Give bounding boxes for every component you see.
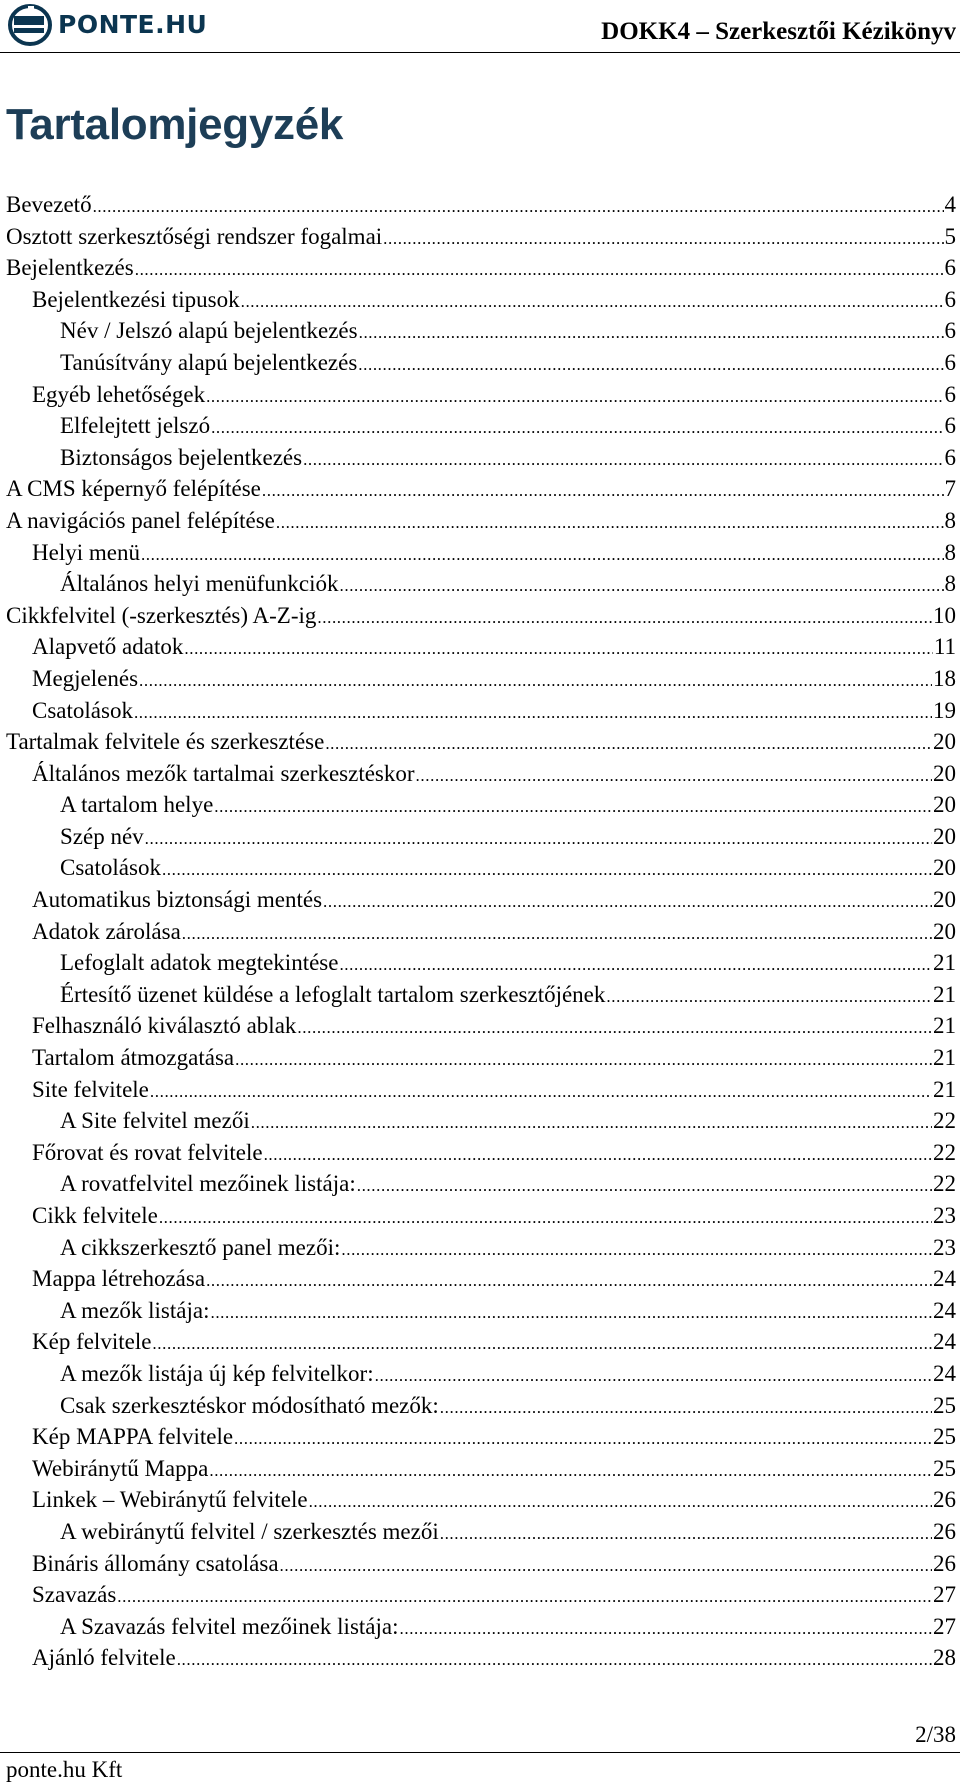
toc-entry-page: 21 (933, 950, 956, 976)
page-header (0, 0, 960, 53)
toc-dot-leader (145, 823, 932, 855)
toc-dot-leader (150, 1076, 932, 1108)
toc-dot-leader (375, 1360, 932, 1392)
toc-entry-title: A Site felvitel mezői (60, 1108, 250, 1134)
toc-dot-leader (276, 507, 944, 539)
toc-dot-leader (309, 1486, 932, 1518)
toc-entry[interactable] (6, 568, 956, 600)
toc-entry-title: A Szavazás felvitel mezőinek listája: (60, 1613, 399, 1639)
toc-entry-page: 25 (933, 1392, 956, 1418)
toc-entry[interactable] (6, 884, 956, 916)
toc-dot-leader (323, 886, 932, 918)
toc-entry[interactable] (6, 473, 956, 505)
toc-entry-page: 7 (944, 476, 956, 502)
toc-dot-leader (141, 539, 944, 571)
ponte-logo (8, 2, 208, 48)
toc-entry[interactable] (6, 695, 956, 727)
toc-entry-page: 22 (933, 1139, 956, 1165)
toc-entry-page: 20 (933, 918, 956, 944)
toc-entry-page: 6 (944, 255, 956, 281)
toc-entry[interactable] (6, 221, 956, 253)
toc-entry[interactable] (6, 979, 956, 1011)
toc-entry[interactable] (6, 821, 956, 853)
toc-dot-leader (93, 191, 944, 223)
toc-entry-title: Csatolások (60, 855, 161, 881)
toc-entry-title: A tartalom helye (60, 792, 214, 818)
toc-entry[interactable] (6, 1326, 956, 1358)
toc-entry[interactable] (6, 410, 956, 442)
toc-dot-leader (303, 444, 943, 476)
toc-entry-title: A mezők listája: (60, 1297, 210, 1323)
toc-entry[interactable] (6, 1453, 956, 1485)
toc-entry[interactable] (6, 442, 956, 474)
toc-entry-page: 21 (933, 981, 956, 1007)
toc-entry-title: Egyéb lehetőségek (32, 381, 206, 407)
toc-entry[interactable] (6, 1042, 956, 1074)
toc-dot-leader (182, 918, 932, 950)
toc-entry-page: 6 (944, 444, 956, 470)
toc-entry-page: 8 (944, 539, 956, 565)
toc-entry[interactable] (6, 947, 956, 979)
toc-entry[interactable] (6, 1642, 956, 1674)
toc-entry-title: Csatolások (32, 697, 133, 723)
toc-entry-page: 24 (933, 1329, 956, 1355)
toc-entry-page: 26 (933, 1550, 956, 1576)
toc-entry-page: 22 (933, 1108, 956, 1134)
toc-entry[interactable] (6, 347, 956, 379)
toc-entry-page: 22 (933, 1171, 956, 1197)
toc-entry-title: Site felvitele (32, 1076, 149, 1102)
toc-entry-title: A webiránytű felvitel / szerkesztés mezői (60, 1518, 439, 1544)
toc-dot-leader (211, 412, 943, 444)
toc-entry-title: Webiránytű Mappa (32, 1455, 209, 1481)
toc-entry-page: 24 (933, 1360, 956, 1386)
toc-dot-leader (214, 791, 932, 823)
toc-entry-title: Biztonságos bejelentkezés (60, 444, 303, 470)
toc-dot-leader (210, 1297, 932, 1329)
toc-entry-page: 23 (933, 1234, 956, 1260)
toc-entry-title: Cikk felvitele (32, 1203, 158, 1228)
toc-entry-title: A CMS képernyő felépítése (6, 476, 261, 502)
toc-dot-leader (139, 665, 932, 697)
toc-entry-title: Adatok zárolása (32, 918, 181, 944)
toc-dot-leader (341, 1234, 932, 1266)
toc-entry-title: Tanúsítvány alapú bejelentkezés (60, 349, 358, 375)
toc-entry-title: Helyi menü (32, 539, 140, 565)
toc-entry-page: 24 (933, 1297, 956, 1323)
toc-dot-leader (416, 760, 932, 792)
toc-entry[interactable] (6, 379, 956, 411)
toc-entry[interactable] (6, 1358, 956, 1390)
toc-entry-title: Csak szerkesztéskor módosítható mezők: (60, 1392, 439, 1418)
toc-dot-leader (152, 1328, 932, 1360)
toc-entry-page: 19 (933, 697, 956, 723)
toc-entry-page: 20 (933, 823, 956, 849)
toc-dot-leader (159, 1202, 932, 1234)
toc-entry-title: A rovatfelvitel mezőinek listája: (60, 1171, 356, 1197)
toc-dot-leader (117, 1581, 932, 1613)
toc-entry-page: 20 (933, 792, 956, 818)
toc-entry-page: 25 (933, 1424, 956, 1450)
toc-entry[interactable] (6, 726, 956, 758)
toc-entry[interactable] (6, 1200, 956, 1232)
toc-dot-leader (606, 981, 932, 1013)
toc-entry-page: 8 (944, 507, 956, 533)
toc-entry-title: Név / Jelszó alapú bejelentkezés (60, 318, 358, 344)
toc-entry-title: Ajánló felvitele (32, 1645, 176, 1671)
toc-entry[interactable] (6, 600, 956, 632)
toc-dot-leader (440, 1392, 932, 1424)
toc-entry-title: Szép név (60, 823, 144, 849)
toc-entry-title: Bejelentkezési tipusok (32, 286, 240, 312)
toc-entry[interactable] (6, 852, 956, 884)
toc-entry[interactable] (6, 1390, 956, 1422)
toc-entry[interactable] (6, 1168, 956, 1200)
toc-entry[interactable] (6, 1484, 956, 1516)
toc-entry[interactable] (6, 758, 956, 790)
toc-dot-leader (317, 602, 932, 634)
toc-entry[interactable] (6, 1010, 956, 1042)
toc-entry-page: 21 (933, 1013, 956, 1039)
toc-entry-title: Tartalom átmozgatása (32, 1045, 235, 1071)
toc-dot-leader (262, 475, 944, 507)
toc-entry[interactable] (6, 1548, 956, 1580)
toc-entry[interactable] (6, 505, 956, 537)
logo-text: PONTE.HU (58, 10, 208, 39)
toc-dot-leader (280, 1550, 932, 1582)
toc-entry[interactable] (6, 916, 956, 948)
toc-entry-page: 20 (933, 855, 956, 881)
toc-entry-page: 20 (933, 887, 956, 913)
toc-entry-title: Főrovat és rovat felvitele (32, 1139, 263, 1165)
toc-entry-page: 20 (933, 729, 956, 755)
toc-entry-title: A navigációs panel felépítése (6, 507, 275, 533)
table-of-contents (6, 189, 956, 1674)
toc-dot-leader (440, 1518, 932, 1550)
toc-entry-page: 6 (944, 286, 956, 312)
toc-entry-page: 5 (944, 223, 956, 249)
toc-entry[interactable] (6, 1263, 956, 1295)
toc-entry[interactable] (6, 252, 956, 284)
toc-entry-page: 20 (933, 760, 956, 786)
toc-dot-leader (297, 1012, 932, 1044)
toc-entry-page: 26 (933, 1518, 956, 1544)
toc-entry-page: 4 (944, 192, 956, 217)
toc-entry[interactable] (6, 789, 956, 821)
toc-entry-title: Automatikus biztonsági mentés (32, 887, 323, 913)
toc-entry-title: Alapvető adatok (32, 634, 184, 660)
toc-entry-title: Bevezető (6, 192, 92, 217)
toc-entry[interactable] (6, 284, 956, 316)
toc-entry-title: Általános helyi menüfunkciók (60, 571, 339, 597)
toc-dot-leader (241, 286, 944, 318)
toc-entry-page: 23 (933, 1203, 956, 1228)
toc-entry[interactable] (6, 1137, 956, 1169)
toc-dot-leader (358, 349, 943, 381)
toc-entry[interactable] (6, 1295, 956, 1327)
toc-dot-leader (135, 254, 944, 286)
toc-entry-page: 10 (933, 602, 956, 628)
toc-entry-title: Általános mezők tartalmai szerkesztéskor (32, 760, 415, 786)
toc-dot-leader (359, 317, 944, 349)
toc-entry[interactable] (6, 1421, 956, 1453)
toc-dot-leader (325, 728, 932, 760)
toc-entry[interactable] (6, 189, 956, 221)
toc-entry-title: Megjelenés (32, 665, 139, 691)
toc-entry[interactable] (6, 1579, 956, 1611)
toc-entry-title: Cikkfelvitel (-szerkesztés) A-Z-ig (6, 602, 317, 628)
toc-entry-title: Szavazás (32, 1582, 117, 1608)
toc-entry-title: Lefoglalt adatok megtekintése (60, 950, 339, 976)
toc-dot-leader (400, 1613, 933, 1645)
toc-entry-page: 11 (933, 634, 956, 660)
toc-dot-leader (357, 1170, 932, 1202)
toc-entry[interactable] (6, 315, 956, 347)
toc-entry[interactable] (6, 1074, 956, 1106)
toc-entry-title: Kép felvitele (32, 1329, 152, 1355)
toc-entry[interactable] (6, 537, 956, 569)
toc-heading: Tartalomjegyzék (6, 100, 344, 149)
toc-dot-leader (235, 1044, 932, 1076)
toc-entry-page: 6 (944, 381, 956, 407)
toc-entry-title: Linkek – Webiránytű felvitele (32, 1487, 308, 1513)
toc-entry-page: 28 (933, 1645, 956, 1671)
toc-dot-leader (340, 570, 944, 602)
toc-entry-page: 25 (933, 1455, 956, 1481)
toc-entry[interactable] (6, 1232, 956, 1264)
toc-dot-leader (339, 949, 932, 981)
toc-dot-leader (184, 633, 932, 665)
document-title: DOKK4 – Szerkesztői Kézikönyv (601, 18, 956, 45)
toc-entry[interactable] (6, 1105, 956, 1137)
toc-dot-leader (162, 854, 932, 886)
toc-dot-leader (206, 1265, 932, 1297)
toc-entry-page: 6 (944, 413, 956, 439)
footer-divider (0, 1752, 960, 1753)
toc-entry-title: Mappa létrehozása (32, 1266, 206, 1292)
toc-dot-leader (264, 1139, 932, 1171)
toc-dot-leader (134, 697, 932, 729)
toc-entry-page: 26 (933, 1487, 956, 1513)
toc-entry-title: Értesítő üzenet küldése a lefoglalt tartalom szerkesztőjének (60, 981, 606, 1007)
toc-entry-title: Kép MAPPA felvitele (32, 1424, 234, 1450)
footer-company: ponte.hu Kft (6, 1757, 123, 1782)
toc-entry-page: 8 (944, 571, 956, 597)
toc-entry-page: 24 (933, 1266, 956, 1292)
toc-entry-page: 21 (933, 1045, 956, 1071)
toc-entry-title: Osztott szerkesztőségi rendszer fogalmai (6, 223, 383, 249)
toc-entry-page: 27 (933, 1613, 956, 1639)
toc-entry-page: 6 (944, 318, 956, 344)
toc-entry[interactable] (6, 1611, 956, 1643)
toc-entry-title: Elfelejtett jelszó (60, 413, 211, 439)
toc-entry-page: 21 (933, 1076, 956, 1102)
page-number: 2/38 (915, 1722, 956, 1747)
toc-entry-title: Felhasználó kiválasztó ablak (32, 1013, 297, 1039)
toc-entry-page: 18 (933, 665, 956, 691)
toc-dot-leader (177, 1644, 932, 1676)
toc-dot-leader (206, 381, 943, 413)
toc-dot-leader (251, 1107, 932, 1139)
toc-entry[interactable] (6, 663, 956, 695)
toc-entry-title: Tartalmak felvitele és szerkesztése (6, 729, 325, 755)
toc-entry-title: Bináris állomány csatolása (32, 1550, 279, 1576)
toc-entry-page: 27 (933, 1582, 956, 1608)
toc-entry[interactable] (6, 1516, 956, 1548)
toc-entry-title: A cikkszerkesztő panel mezői: (60, 1234, 341, 1260)
toc-entry[interactable] (6, 631, 956, 663)
toc-dot-leader (209, 1455, 932, 1487)
toc-entry-page: 6 (944, 349, 956, 375)
toc-entry-title: A mezők listája új kép felvitelkor: (60, 1360, 374, 1386)
toc-entry-title: Bejelentkezés (6, 255, 134, 281)
toc-dot-leader (234, 1423, 932, 1455)
toc-dot-leader (383, 223, 943, 255)
